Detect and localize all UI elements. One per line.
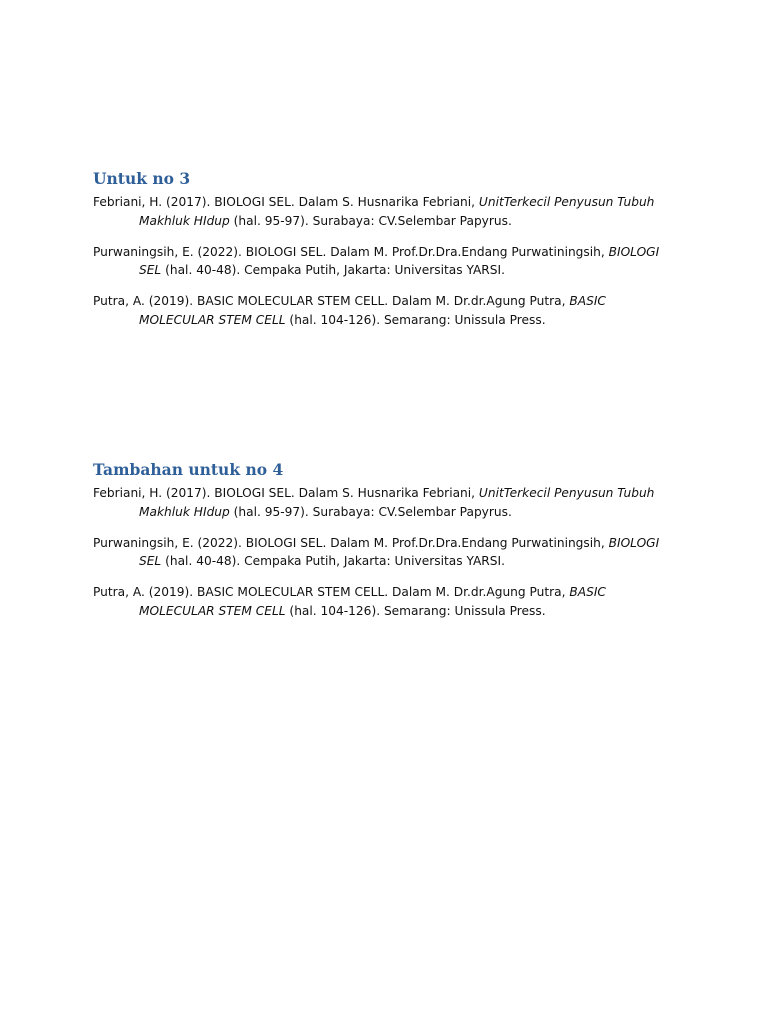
reference-entry xyxy=(93,583,683,620)
reference-text: (hal. 95-97). Surabaya: CV.Selembar Papyrus. xyxy=(229,504,512,519)
reference-text: Purwaningsih, E. (2022). BIOLOGI SEL. Dalam M. Prof.Dr.Dra.Endang Purwatiningsih, xyxy=(93,535,609,550)
reference-text: Febriani, H. (2017). BIOLOGI SEL. Dalam S. Husnarika Febriani, xyxy=(93,195,479,209)
reference-entry xyxy=(93,292,683,329)
reference-title: BASIC MOLECULAR STEM CELL xyxy=(139,585,606,618)
reference-entry xyxy=(93,534,683,571)
reference-text: (hal. 104-126). Semarang: Unissula Press. xyxy=(285,312,546,327)
reference-text: Purwaningsih, E. (2022). BIOLOGI SEL. Dalam M. Prof.Dr.Dra.Endang Purwatiningsih, xyxy=(93,244,609,259)
reference-text: Putra, A. (2019). BASIC MOLECULAR STEM CELL. Dalam M. Dr.dr.Agung Putra, xyxy=(93,585,570,599)
reference-entry xyxy=(93,484,683,521)
section-heading: Untuk no 3 xyxy=(93,169,191,188)
reference-title: BIOLOGI SEL xyxy=(139,244,660,277)
reference-text: Putra, A. (2019). BASIC MOLECULAR STEM CELL. Dalam M. Dr.dr.Agung Putra, xyxy=(93,294,570,308)
reference-text: (hal. 40-48). Cempaka Putih, Jakarta: Universitas YARSI. xyxy=(161,263,505,277)
reference-entry xyxy=(93,243,683,280)
reference-title: BIOLOGI SEL xyxy=(139,535,660,568)
reference-text: Febriani, H. (2017). BIOLOGI SEL. Dalam S. Husnarika Febriani, xyxy=(93,486,479,500)
reference-text: (hal. 95-97). Surabaya: CV.Selembar Papyrus. xyxy=(229,213,512,228)
reference-text: (hal. 104-126). Semarang: Unissula Press. xyxy=(285,603,546,618)
reference-title: BASIC MOLECULAR STEM CELL xyxy=(139,294,606,327)
reference-title: UnitTerkecil Penyusun Tubuh Makhluk HIdup xyxy=(139,195,655,228)
section-heading: Tambahan untuk no 4 xyxy=(93,460,284,479)
reference-entry xyxy=(93,193,683,230)
section-tambahan-untuk-no-4 xyxy=(93,460,683,633)
reference-title: UnitTerkecil Penyusun Tubuh Makhluk HIdup xyxy=(139,486,655,519)
reference-text: (hal. 40-48). Cempaka Putih, Jakarta: Universitas YARSI. xyxy=(161,554,505,568)
section-untuk-no-3 xyxy=(93,169,683,342)
